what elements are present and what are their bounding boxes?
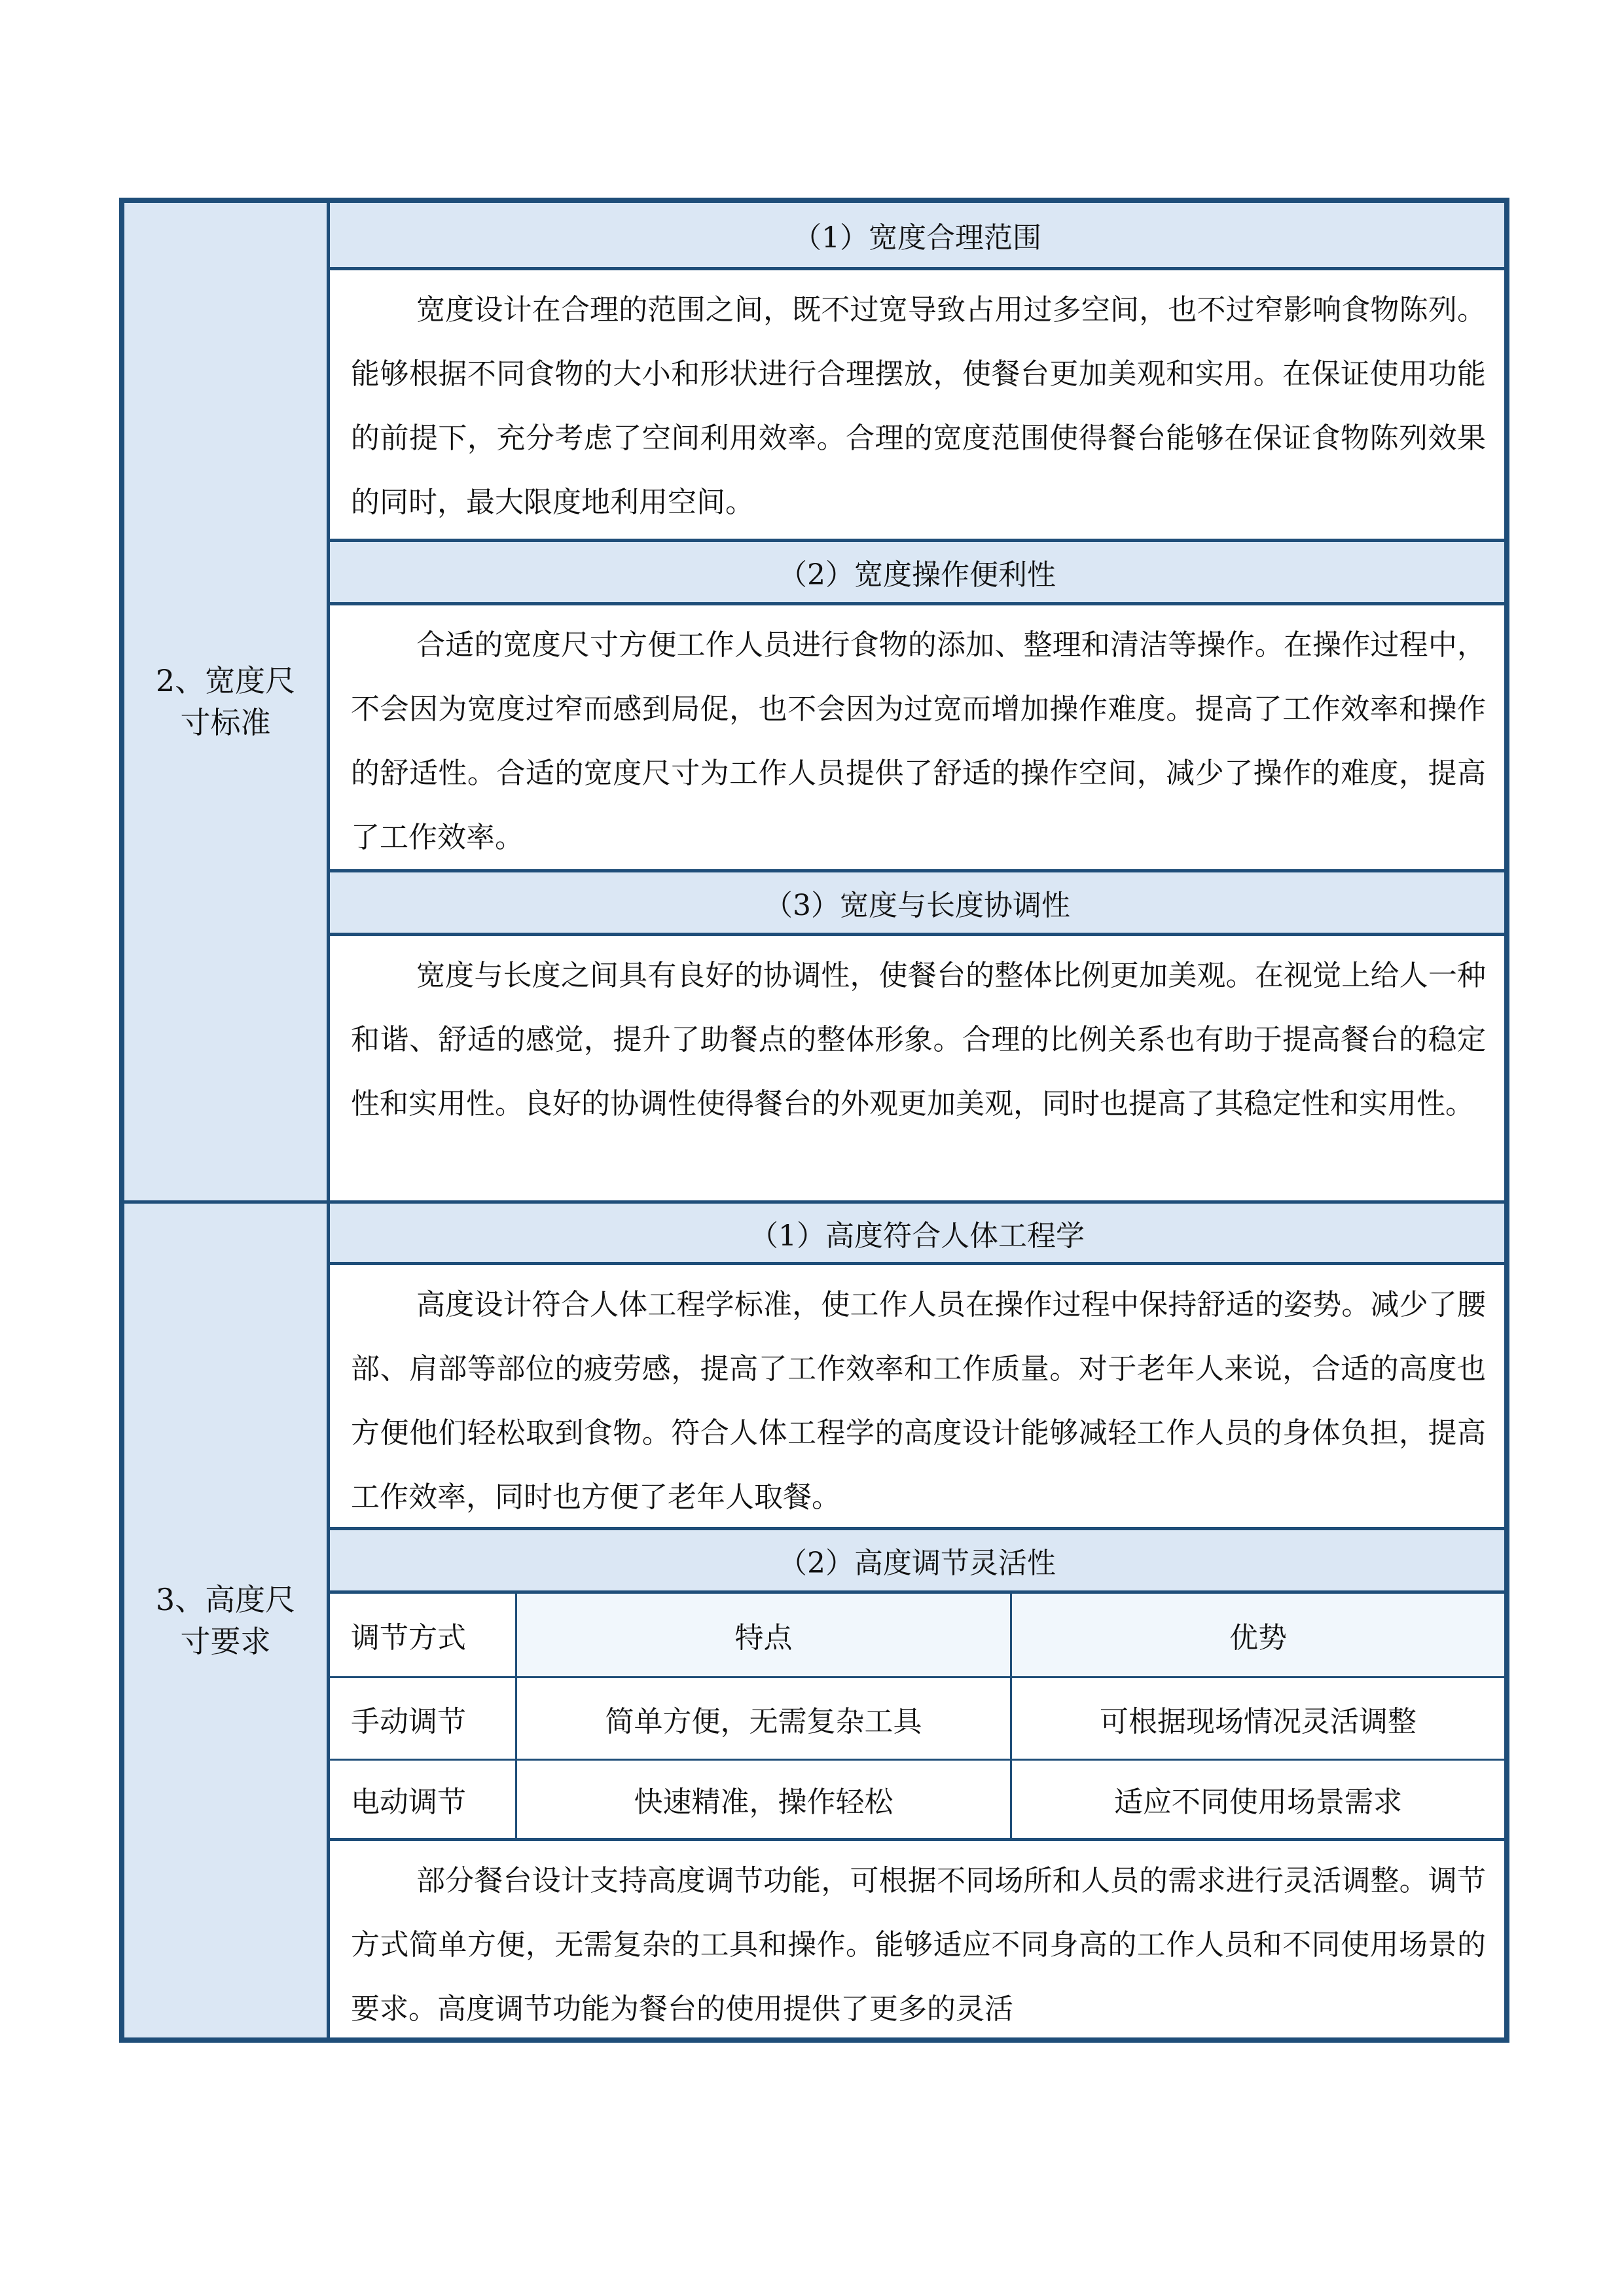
section-label-line: 3、高度尺 bbox=[155, 1582, 296, 1617]
adjustment-table bbox=[330, 1594, 1504, 1841]
table-cell: 简单方便，无需复杂工具 bbox=[517, 1678, 1012, 1759]
subsection-text: 部分餐台设计支持高度调节功能，可根据不同场所和人员的需求进行灵活调整。调节方式简单方便，无需复杂的工具和操作。能够适应不同身高的工作人员和不同使用场景的要求。高度调节功能为餐台的使用提供了更多的灵活 bbox=[351, 1864, 1486, 2026]
table-cell: 可根据现场情况灵活调整 bbox=[1100, 1704, 1416, 1738]
spec-table bbox=[119, 198, 1509, 2043]
table-header-cell: 特点 bbox=[517, 1594, 1012, 1676]
section-label-line: 寸要求 bbox=[180, 1624, 271, 1659]
section-label-line: 寸标准 bbox=[180, 705, 271, 740]
subsection-text: 高度设计符合人体工程学标准，使工作人员在操作过程中保持舒适的姿势。减少了腰部、肩部等部位的疲劳感，提高了工作效率和工作质量。对于老年人来说，合适的高度也方便他们轻松取到食物。符合人体工程学的高度设计能够减轻工作人员的身体负担，提高工作效率，同时也方便了老年人取餐。 bbox=[351, 1288, 1486, 1514]
table-cell: 手动调节 bbox=[330, 1678, 517, 1759]
subsection-text: 宽度与长度之间具有良好的协调性，使餐台的整体比例更加美观。在视觉上给人一种和谐、舒适的感觉，提升了助餐点的整体形象。合理的比例关系也有助于提高餐台的稳定性和实用性。良好的协调性使得餐台的外观更加美观，同时也提高了其稳定性和实用性。 bbox=[351, 959, 1486, 1121]
table-header-cell: 优势 bbox=[1012, 1594, 1504, 1676]
subsection-title: （1）宽度合理范围 bbox=[330, 203, 1504, 270]
table-cell: 适应不同使用场景需求 bbox=[1114, 1785, 1402, 1819]
subsection-title: （2）高度调节灵活性 bbox=[330, 1527, 1504, 1594]
section-label-line: 2、宽度尺 bbox=[155, 663, 296, 698]
table-cell: 电动调节 bbox=[330, 1761, 517, 1838]
subsection-title: （3）宽度与长度协调性 bbox=[330, 869, 1504, 936]
subsection-text: 合适的宽度尺寸方便工作人员进行食物的添加、整理和清洁等操作。在操作过程中，不会因为宽度过窄而感到局促，也不会因为过宽而增加操作难度。提高了工作效率和操作的舒适性。合适的宽度尺寸为工作人员提供了舒适的操作空间，减少了操作的难度，提高了工作效率。 bbox=[351, 628, 1486, 854]
section-label-width bbox=[124, 203, 330, 1200]
table-row bbox=[330, 1759, 1504, 1838]
table-header-row bbox=[330, 1594, 1504, 1676]
table-row bbox=[330, 1676, 1504, 1759]
table-cell: 快速精准，操作轻松 bbox=[517, 1761, 1012, 1838]
subsection-title: （2）宽度操作便利性 bbox=[330, 539, 1504, 605]
table-header-cell: 调节方式 bbox=[330, 1594, 517, 1676]
subsection-text: 宽度设计在合理的范围之间，既不过宽导致占用过多空间，也不过窄影响食物陈列。能够根据不同食物的大小和形状进行合理摆放，使餐台更加美观和实用。在保证使用功能的前提下，充分考虑了空间利用效率。合理的宽度范围使得餐台能够在保证食物陈列效果的同时，最大限度地利用空间。 bbox=[351, 293, 1486, 519]
section-label-height bbox=[124, 1200, 330, 2037]
subsection-title: （1）高度符合人体工程学 bbox=[330, 1200, 1504, 1265]
